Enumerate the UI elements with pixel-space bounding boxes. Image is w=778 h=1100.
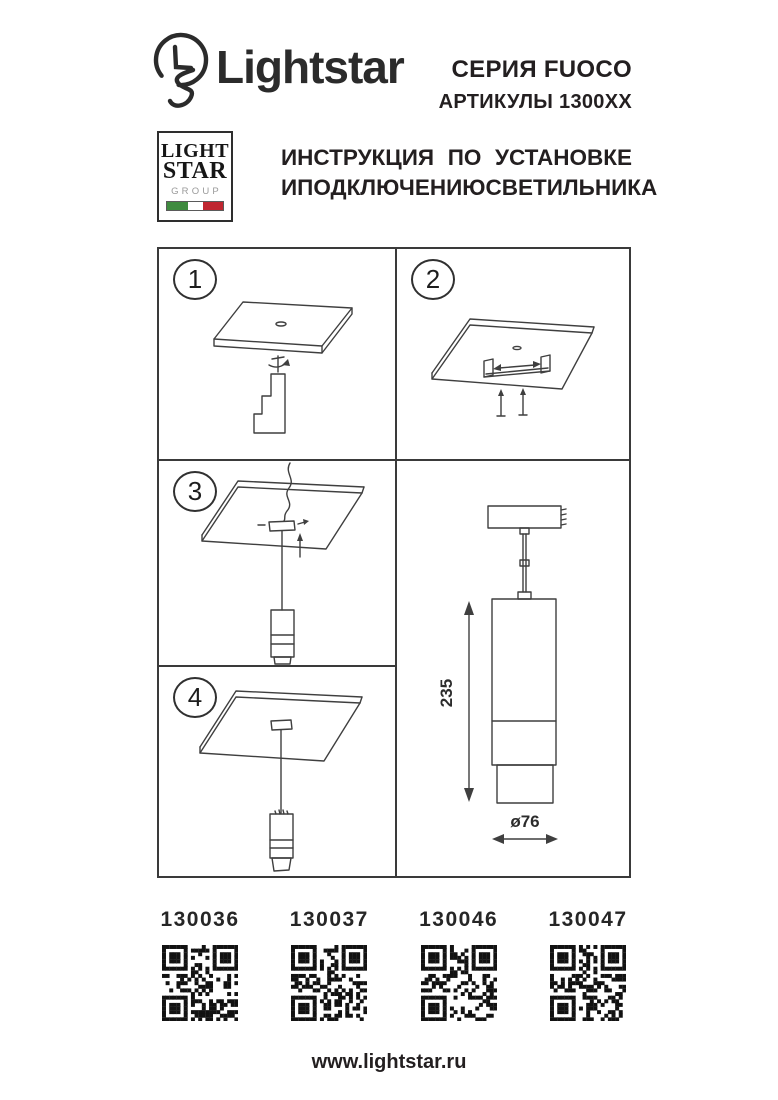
- step-number-badge: 2: [411, 259, 455, 300]
- lightstar-group-logo: [157, 131, 233, 222]
- qr-code: [550, 945, 626, 1021]
- title-line-1: [281, 143, 632, 173]
- height-dimension-label: 235: [437, 678, 456, 708]
- qr-code: [291, 945, 367, 1021]
- article-item: [157, 908, 243, 1021]
- series-title: СЕРИЯ FUOCO: [451, 56, 632, 83]
- article-code: 130036: [160, 908, 240, 931]
- title-word: ПОДКЛЮЧЕНИЮ: [297, 175, 486, 200]
- instruction-grid: [157, 247, 631, 878]
- step-number-badge: 3: [173, 471, 217, 512]
- title-line-2: [281, 173, 658, 203]
- step-4-panel: [159, 667, 397, 876]
- website-url: www.lightstar.ru: [311, 1051, 467, 1073]
- page-title: [281, 143, 658, 203]
- title-word: ИНСТРУКЦИЯ: [281, 145, 435, 170]
- step-3-panel: [159, 461, 397, 667]
- articles-range: АРТИКУЛЫ 1300XX: [438, 91, 632, 113]
- group-logo-group: GROUP: [171, 186, 222, 198]
- step-1-panel: [159, 249, 397, 461]
- step-number-badge: 4: [173, 677, 217, 718]
- step-number-badge: 1: [173, 259, 217, 300]
- article-code: 130047: [548, 908, 628, 931]
- article-list: [157, 908, 631, 1021]
- diameter-dimension-label: ø76: [510, 812, 540, 831]
- fixture-dimensions-panel: [397, 461, 629, 876]
- step-2-panel: [397, 249, 629, 461]
- group-logo-light: LIGHT: [160, 139, 230, 162]
- lightstar-bulb-icon: [150, 26, 214, 122]
- title-word: УСТАНОВКЕ: [494, 145, 632, 170]
- article-code: 130046: [419, 908, 499, 931]
- article-item: [286, 908, 372, 1021]
- article-item: [545, 908, 631, 1021]
- qr-code: [421, 945, 497, 1021]
- title-word: ПО: [447, 145, 482, 170]
- group-logo-star: STAR: [162, 158, 228, 185]
- title-word: И: [281, 175, 298, 200]
- italian-flag-stripe: [166, 201, 224, 211]
- article-code: 130037: [289, 908, 369, 931]
- brand-wordmark: Lightstar: [216, 41, 404, 93]
- series-block: [439, 56, 632, 114]
- qr-code: [162, 945, 238, 1021]
- article-item: [416, 908, 502, 1021]
- title-word: СВЕТИЛЬНИКА: [485, 175, 658, 200]
